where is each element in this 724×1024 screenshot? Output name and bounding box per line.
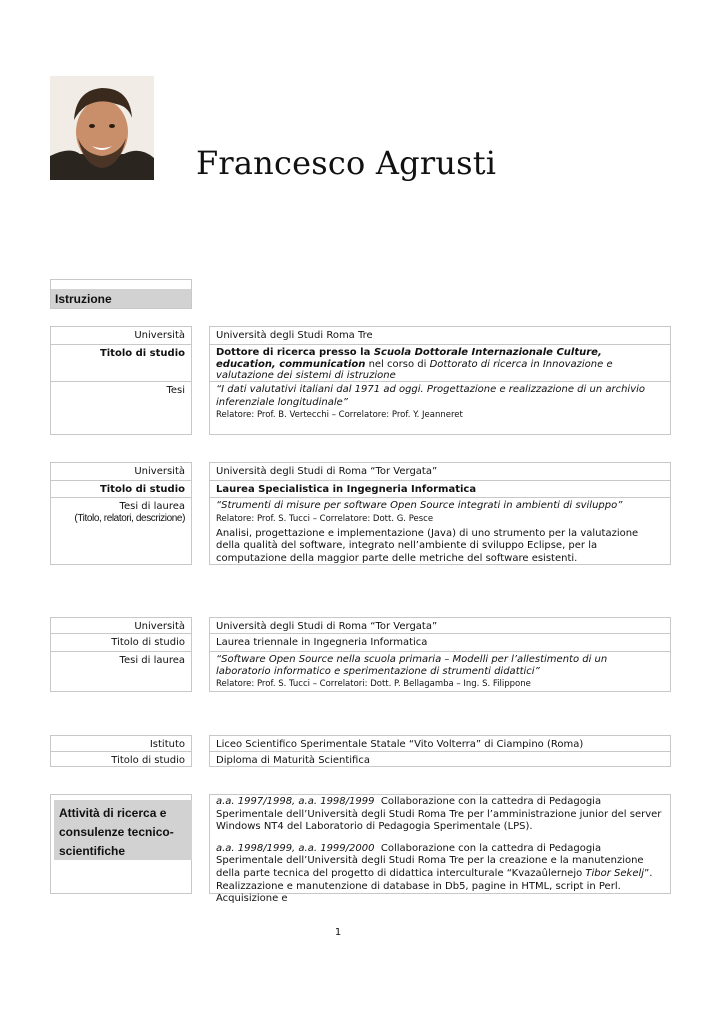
label-thesis-text: Tesi di laurea xyxy=(119,501,185,512)
page-number: 1 xyxy=(334,927,342,938)
activity-text: Collaborazione con la cattedra di Pedagogia Sperimentale dell’Università degli Studi Roma Tre per l’amministrazione junior del server Windows NT4 del Laboratorio di Pedagogia Sperimentale (LPS). xyxy=(216,796,662,833)
activity-period: a.a. 1998/1999, a.a. 1999/2000 xyxy=(216,842,375,854)
education-3-details xyxy=(209,617,671,692)
education-4-labels xyxy=(50,735,192,767)
degree-program: Dottorato di ricerca in Innovazione e valutazione dei sistemi di istruzione xyxy=(216,358,613,381)
activity-text-italic: Tibor Sekelj xyxy=(585,867,645,879)
degree-value xyxy=(210,344,670,381)
label-degree: Titolo di studio xyxy=(51,633,191,651)
label-thesis: Tesi di laurea xyxy=(51,651,191,692)
label-university: Università xyxy=(51,462,191,480)
university-value: Università degli Studi di Roma “Tor Vergata” xyxy=(210,617,670,633)
education-4-details xyxy=(209,735,671,767)
university-value: Università degli Studi Roma Tre xyxy=(210,326,670,344)
education-1-labels xyxy=(50,326,192,435)
activities-list xyxy=(209,794,671,905)
label-degree: Titolo di studio xyxy=(51,344,191,381)
activity-period: a.a. 1997/1998, a.a. 1998/1999 xyxy=(216,796,375,807)
person-name: Francesco Agrusti xyxy=(196,144,497,182)
degree-text-2: nel corso di xyxy=(365,358,430,370)
label-degree: Titolo di studio xyxy=(51,751,191,767)
education-1-details xyxy=(209,326,671,435)
thesis-title: “I dati valutativi italiani dal 1971 ad oggi. Progettazione e realizzazione di un archivio inferenziale longitudinale” xyxy=(216,384,646,408)
degree-value: Laurea Specialistica in Ingegneria Informatica xyxy=(210,480,670,497)
profile-photo xyxy=(50,76,154,180)
university-value: Università degli Studi di Roma “Tor Vergata” xyxy=(210,462,670,480)
label-thesis-sub: (Titolo, relatori, descrizione) xyxy=(74,513,185,524)
education-2-details xyxy=(209,462,671,565)
activity-item xyxy=(216,843,664,906)
activity-item xyxy=(216,796,664,834)
label-thesis xyxy=(51,497,191,565)
thesis-description: Analisi, progettazione e implementazione (Java) di uno strumento per la valutazione della qualità del software, integrato nell’ambiente di sviluppo Eclipse, per la computazione della maggior parte delle metriche del software esistenti. xyxy=(216,527,639,564)
label-school: Istituto xyxy=(51,735,191,751)
school-value: Liceo Scientifico Sperimentale Statale “Vito Volterra” di Ciampino (Roma) xyxy=(210,735,670,751)
section-title: Istruzione xyxy=(51,289,191,308)
activity-text: Collaborazione con la cattedra di Pedagogia Sperimentale dell’Università degli Studi Roma Tre per la creazione e la manutenzione della parte tecnica del progetto di didattica interculturale “Kvazaûlernejo xyxy=(216,842,644,879)
section-heading-istruzione xyxy=(50,279,192,309)
activities-heading: Attività di ricerca e consulenze tecnico-scientifiche xyxy=(54,800,192,860)
degree-value: Laurea triennale in Ingegneria Informatica xyxy=(210,633,670,651)
thesis-supervisors: Relatore: Prof. S. Tucci – Correlatori: Dott. P. Bellagamba – Ing. S. Filippone xyxy=(216,679,531,689)
thesis-title: “Strumenti di misure per software Open Source integrati in ambienti di sviluppo” xyxy=(216,500,623,511)
thesis-supervisors: Relatore: Prof. S. Tucci – Correlatore: Dott. G. Pesce xyxy=(216,513,434,524)
thesis-supervisors: Relatore: Prof. B. Vertecchi – Correlatore: Prof. Y. Jeanneret xyxy=(216,410,463,420)
thesis-value xyxy=(210,381,670,435)
degree-school: Scuola Dottorale Internazionale Culture, education, communication xyxy=(216,347,602,370)
label-university: Università xyxy=(51,617,191,633)
activity-text-2: ”. Realizzazione e manutenzione di database in Db5, pagine in HTML, script in Perl. Acquisizione e xyxy=(216,867,653,905)
education-3-labels xyxy=(50,617,192,692)
label-university: Università xyxy=(51,326,191,344)
thesis-value xyxy=(210,497,670,565)
degree-text: Dottore di ricerca presso la xyxy=(216,347,374,358)
label-degree: Titolo di studio xyxy=(51,480,191,497)
education-2-labels xyxy=(50,462,192,565)
degree-value: Diploma di Maturità Scientifica xyxy=(210,751,670,767)
label-thesis: Tesi xyxy=(51,381,191,435)
person-portrait-icon xyxy=(50,76,154,180)
thesis-title: “Software Open Source nella scuola primaria – Modelli per l’allestimento di un laboratorio informatico e sperimentazione di strumenti didattici” xyxy=(216,654,608,677)
thesis-value xyxy=(210,651,670,692)
